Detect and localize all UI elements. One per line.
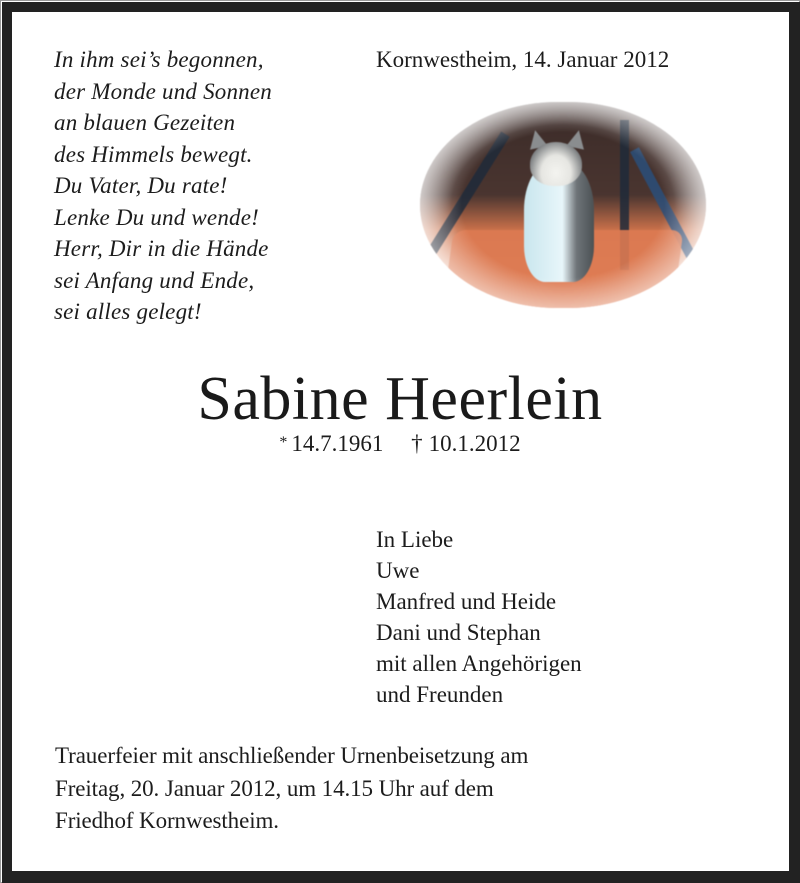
mourners-line: Manfred und Heide — [376, 589, 557, 614]
mourners-line: mit allen Angehörigen — [376, 651, 582, 676]
photo-vignette — [420, 102, 706, 308]
poem-line: Herr, Dir in die Hände — [54, 236, 269, 261]
cat-photo — [420, 102, 706, 308]
poem-line: der Monde und Sonnen — [54, 78, 272, 104]
poem-line: des Himmels bewegt. — [54, 141, 253, 167]
place-date: Kornwestheim, 14. Januar 2012 — [376, 47, 670, 72]
poem-line: sei Anfang und Ende, — [54, 267, 255, 293]
funeral-line: Friedhof Kornwestheim. — [55, 808, 279, 833]
mourners-line: Dani und Stephan — [376, 620, 541, 645]
birth-date: 14.7.1961 — [291, 431, 384, 456]
birth-date-group — [279, 431, 383, 456]
life-dates — [0, 428, 800, 459]
poem-line: In ihm sei’s begonnen, — [54, 47, 264, 72]
death-date: 10.1.2012 — [428, 431, 521, 456]
poem-line: Lenke Du und wende! — [54, 204, 259, 230]
deceased-name: Sabine Heerlein — [197, 365, 603, 433]
birth-symbol-icon: * — [279, 434, 288, 451]
death-date-group — [411, 431, 521, 456]
funeral-line: Trauerfeier mit anschließender Urnenbeisetzung am — [55, 743, 529, 768]
poem-line: an blauen Gezeiten — [54, 110, 236, 135]
mourners-line: Uwe — [376, 558, 420, 583]
dagger-icon: † — [411, 431, 423, 456]
funeral-details — [55, 740, 528, 838]
poem — [54, 44, 272, 328]
mourners-list — [376, 524, 582, 710]
funeral-line: Freitag, 20. Januar 2012, um 14.15 Uhr auf dem — [55, 775, 494, 801]
mourners-line: und Freunden — [376, 682, 504, 707]
poem-line: sei alles gelegt! — [54, 299, 202, 324]
mourners-line: In Liebe — [376, 527, 454, 552]
poem-line: Du Vater, Du rate! — [54, 173, 228, 198]
